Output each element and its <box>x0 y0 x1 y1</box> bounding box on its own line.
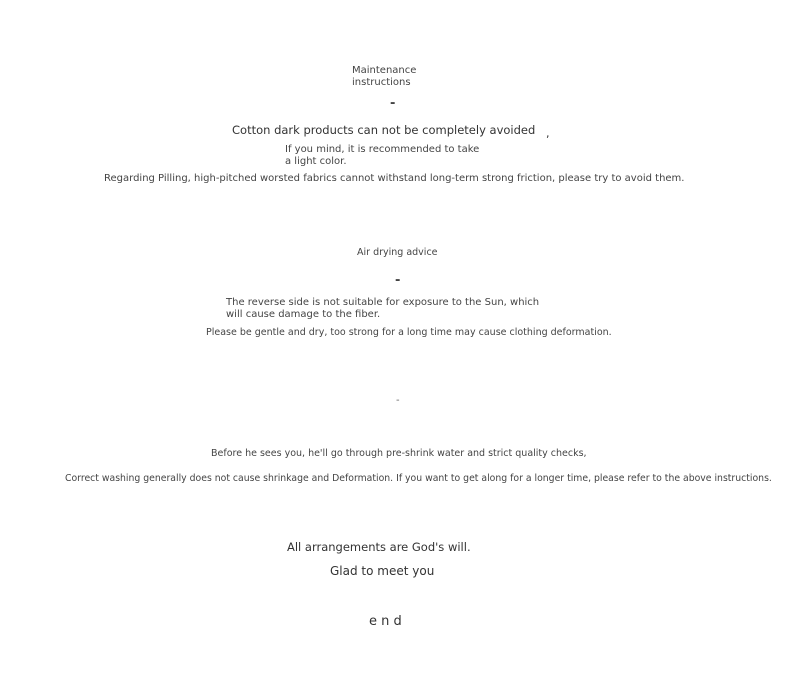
maintenance-line-1: Cotton dark products can not be completely avoided <box>232 123 536 137</box>
quality-line-1: Before he sees you, he'll go through pre-shrink water and strict quality checks, <box>211 448 587 459</box>
maintenance-comma: , <box>546 127 550 140</box>
maintenance-dash: - <box>390 96 396 111</box>
air-drying-line-2: Please be gentle and dry, too strong for a long time may cause clothing deformation. <box>206 327 612 338</box>
closing-line-2: Glad to meet you <box>330 564 435 578</box>
end-label: e n d <box>369 614 402 629</box>
maintenance-line-3: Regarding Pilling, high-pitched worsted fabrics cannot withstand long-term strong friction, please try to avoid them. <box>104 173 685 184</box>
air-drying-dash: - <box>395 273 401 288</box>
air-drying-title: Air drying advice <box>357 247 438 258</box>
maintenance-title: Maintenance instructions <box>352 65 417 88</box>
quality-line-2: Correct washing generally does not cause shrinkage and Deformation. If you want to get along for a longer time, please refer to the above instructions. <box>65 473 772 484</box>
quality-dash: - <box>396 395 400 406</box>
maintenance-line-2: If you mind, it is recommended to take a light color. <box>285 144 480 167</box>
closing-line-1: All arrangements are God's will. <box>287 540 471 554</box>
air-drying-line-1: The reverse side is not suitable for exposure to the Sun, which will cause damage to the fiber. <box>226 297 540 320</box>
